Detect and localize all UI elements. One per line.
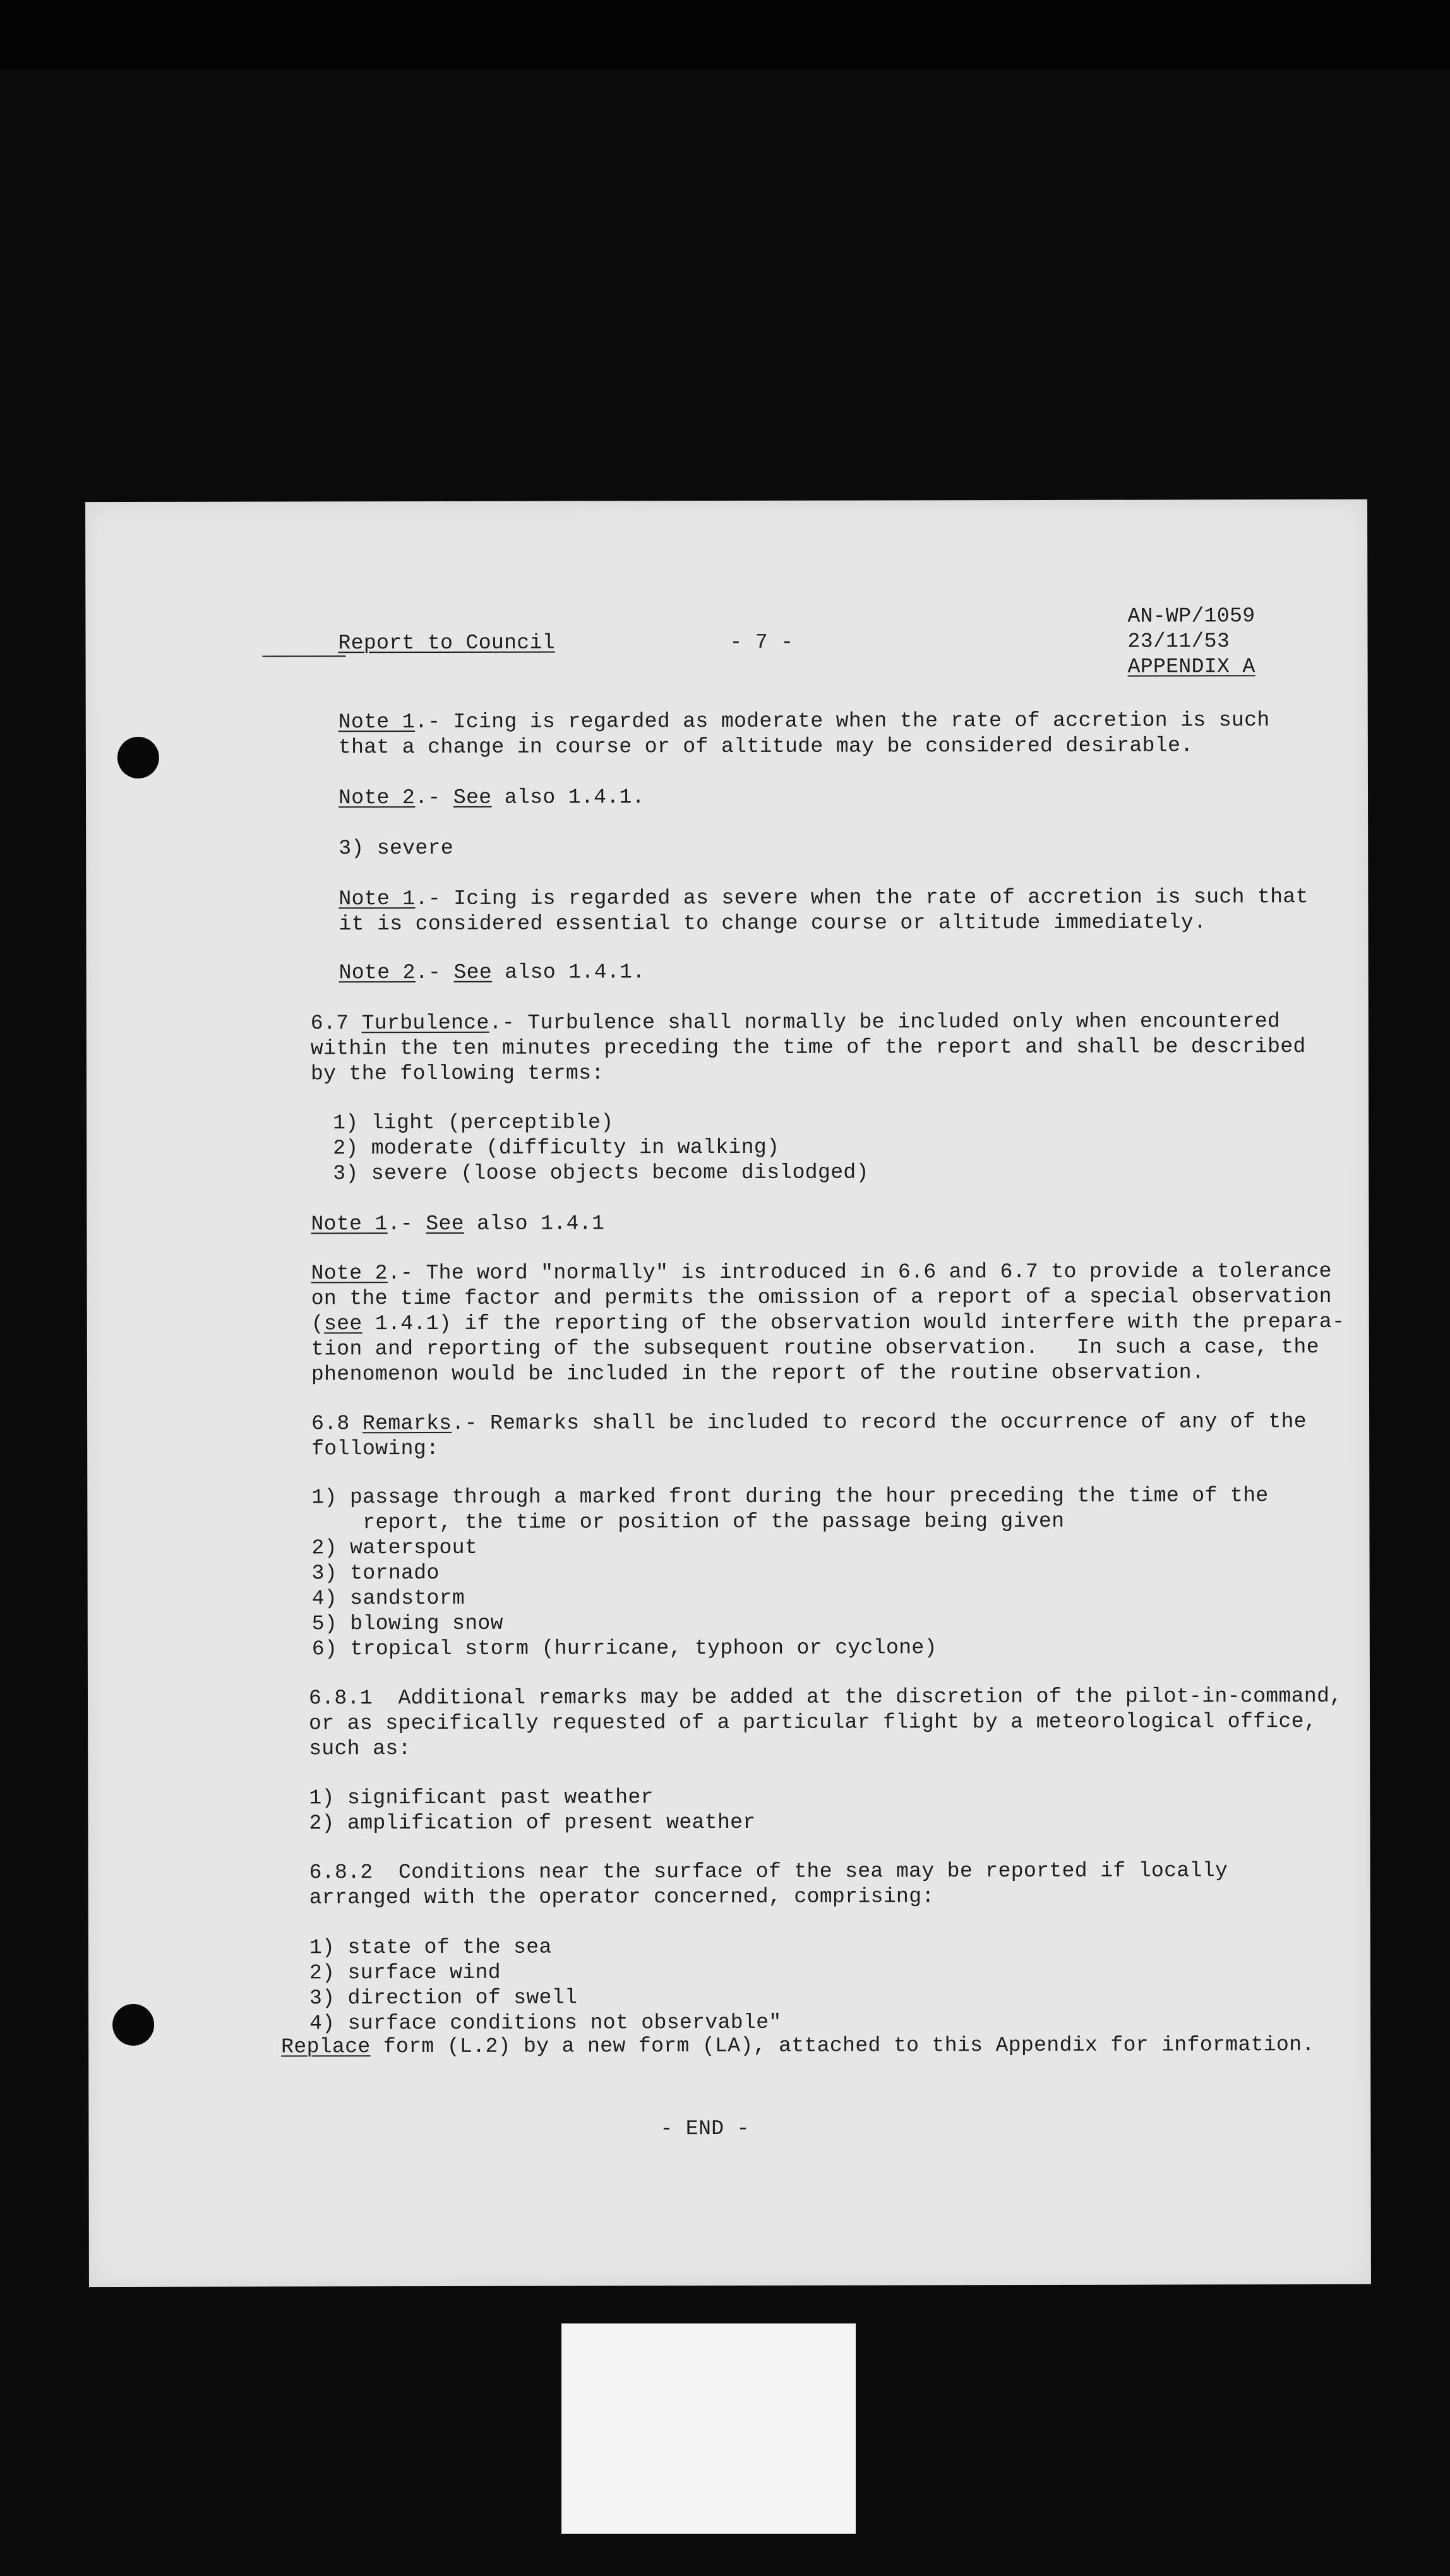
appendix-label: APPENDIX A <box>1127 655 1255 679</box>
note-label: Note 1 <box>338 710 416 734</box>
severe-note-2 <box>339 960 645 986</box>
note-text: also 1.4.1. <box>491 785 645 809</box>
turbulence-para-l1 <box>311 1009 1281 1036</box>
note-label: Note 2 <box>339 961 416 985</box>
note-label: Note 2 <box>311 1261 388 1285</box>
see-reference: See <box>426 1212 464 1236</box>
note-text: .- Icing is regarded as moderate when the rate of accretion is such <box>414 708 1270 734</box>
list-item: report, the time or position of the passage being given <box>311 1509 1065 1535</box>
remarks-list <box>311 1483 1269 1662</box>
additional-remarks-l3: such as: <box>309 1737 411 1761</box>
replace-label: Replace <box>281 2035 371 2059</box>
severe-note-1 <box>339 885 1309 912</box>
replace-text: form (L.2) by a new form (LA), attached to this Appendix for information. <box>370 2033 1315 2059</box>
additional-remarks-list <box>309 1785 755 1836</box>
turbulence-note-1 <box>311 1211 604 1237</box>
list-item: 1) state of the sea <box>309 1935 552 1960</box>
blank-film-card <box>561 2323 856 2534</box>
section-text: .- Remarks shall be included to record the occurrence of any of the <box>452 1410 1307 1435</box>
list-item: 1) passage through a marked front during the hour preceding the time of the <box>311 1484 1269 1510</box>
list-item: 3) severe (loose objects become dislodged) <box>333 1160 869 1186</box>
list-item: 2) surface wind <box>309 1960 501 1985</box>
header-leader-line <box>263 655 346 657</box>
see-reference: See <box>453 960 493 984</box>
list-item: 4) surface conditions not observable" <box>309 2010 782 2036</box>
end-marker: - END - <box>660 2116 750 2141</box>
note-sep: .- <box>415 785 453 810</box>
sea-conditions-list <box>309 1935 782 2037</box>
list-item: 6) tropical storm (hurricane, typhoon or cyclone) <box>311 1636 937 1661</box>
punch-hole <box>112 2004 154 2046</box>
remarks-para-l2: following: <box>311 1436 440 1461</box>
note-label: Note 1 <box>339 887 416 911</box>
replace-instruction <box>281 2032 1315 2060</box>
see-reference: see <box>323 1312 362 1336</box>
doc-date: 23/11/53 <box>1127 629 1230 653</box>
list-item: 2) waterspout <box>311 1535 478 1560</box>
section-number: 6.8 <box>311 1412 362 1436</box>
turbulence-note-2-l3 <box>311 1309 1345 1337</box>
turbulence-note-2-l5: phenomenon would be included in the report of the routine observation. <box>311 1361 1205 1386</box>
list-item: 4) sandstorm <box>311 1586 465 1611</box>
note-label: Note 1 <box>311 1212 388 1236</box>
turbulence-para-l2: within the ten minutes preceding the time of the report and shall be described <box>310 1035 1306 1061</box>
see-reference: See <box>453 785 492 809</box>
turbulence-note-2-l4: tion and reporting of the subsequent routine observation. In such a case, the <box>311 1335 1319 1361</box>
section-number: 6.7 <box>310 1011 362 1035</box>
note-text: .- The word "normally" is introduced in 6.6 and 6.7 to provide a tolerance <box>387 1259 1332 1285</box>
report-title: Report to Council <box>338 631 556 655</box>
turbulence-note-2-l1 <box>311 1259 1332 1286</box>
doc-reference: AN-WP/1059 <box>1127 604 1255 628</box>
list-item: 1) light (perceptible) <box>333 1111 614 1135</box>
section-text: .- Turbulence shall normally be included only when encountered <box>489 1010 1281 1035</box>
note-text: also 1.4.1 <box>464 1212 605 1236</box>
remarks-para-l1 <box>311 1409 1307 1436</box>
note-text: also 1.4.1. <box>492 960 645 984</box>
sea-conditions-l2: arranged with the operator concerned, comprising: <box>309 1885 935 1910</box>
note-text: ( <box>311 1312 325 1336</box>
moderate-note-1 <box>339 708 1270 735</box>
list-item: 3) tornado <box>311 1561 440 1585</box>
list-item: 5) blowing snow <box>311 1611 503 1636</box>
moderate-note-1-cont: that a change in course or of altitude may be considered desirable. <box>338 734 1194 760</box>
additional-remarks-l2: or as specifically requested of a particular flight by a meteorological office, <box>309 1710 1317 1736</box>
punch-hole <box>117 737 159 778</box>
additional-remarks-l1: 6.8.1 Additional remarks may be added at the discretion of the pilot-in-command, <box>308 1684 1343 1710</box>
sea-conditions-l1: 6.8.2 Conditions near the surface of the sea may be reported if locally <box>309 1859 1228 1885</box>
list-item: 2) moderate (difficulty in walking) <box>333 1135 780 1160</box>
page-number: - 7 - <box>729 630 794 654</box>
section-heading: Remarks <box>362 1411 452 1436</box>
note-text: 1.4.1) if the reporting of the observation would interfere with the prepara- <box>362 1309 1345 1336</box>
note-label: Note 2 <box>338 786 416 810</box>
turbulence-terms-list <box>333 1110 869 1187</box>
note-sep: .- <box>387 1212 426 1236</box>
turbulence-note-2-l2: on the time factor and permits the omission of a report of a special observation <box>311 1284 1332 1311</box>
list-item: 2) amplification of present weather <box>309 1810 756 1835</box>
list-item: 3) direction of swell <box>309 1986 578 2010</box>
severe-note-1-cont: it is considered essential to change course or altitude immediately. <box>339 910 1207 936</box>
document-page <box>85 499 1371 2287</box>
severe-item: 3) severe <box>339 836 454 861</box>
list-item: 1) significant past weather <box>309 1786 654 1810</box>
turbulence-para-l3: by the following terms: <box>310 1061 604 1086</box>
note-text: .- Icing is regarded as severe when the rate of accretion is such that <box>415 885 1309 911</box>
note-sep: .- <box>415 960 454 985</box>
film-border-top <box>0 0 1450 69</box>
moderate-note-2 <box>339 785 645 811</box>
section-heading: Turbulence <box>361 1011 489 1035</box>
